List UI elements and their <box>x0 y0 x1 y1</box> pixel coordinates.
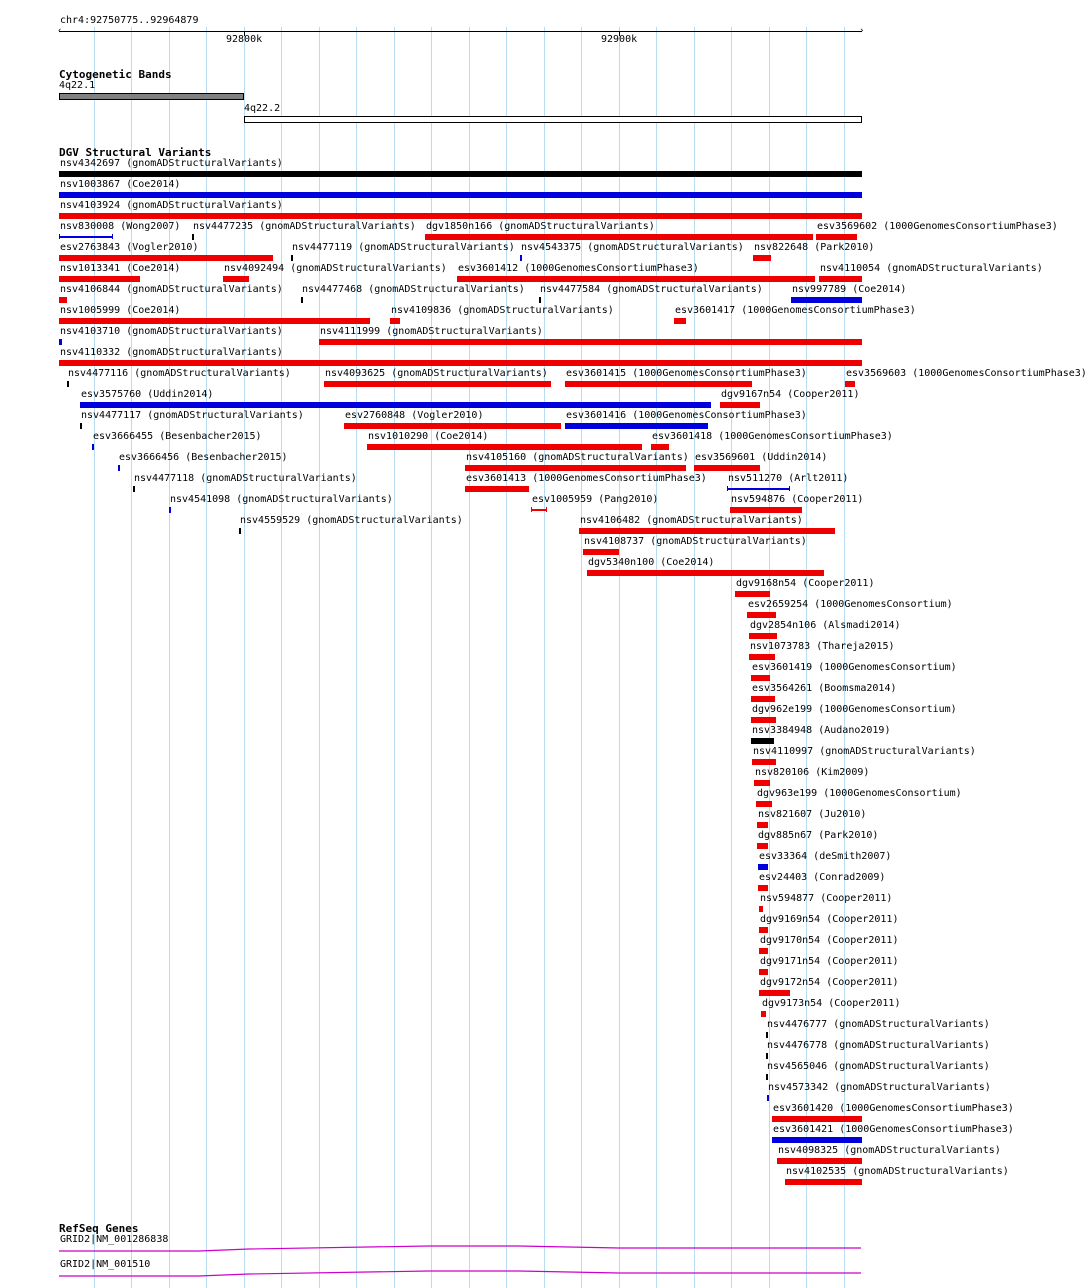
variant-label[interactable]: nsv4108737 (gnomADStructuralVariants) <box>584 536 807 547</box>
variant-label[interactable]: esv2763843 (Vogler2010) <box>60 242 199 253</box>
variant-label[interactable]: nsv4565046 (gnomADStructuralVariants) <box>767 1061 990 1072</box>
variant-label[interactable]: nsv4477117 (gnomADStructuralVariants) <box>81 410 304 421</box>
variant-bar[interactable] <box>757 843 768 849</box>
variant-bar[interactable] <box>785 1179 862 1185</box>
variant-bar[interactable] <box>759 927 768 933</box>
variant-label[interactable]: esv3601413 (1000GenomesConsortiumPhase3) <box>466 473 707 484</box>
variant-bar[interactable] <box>465 486 529 492</box>
variant-bar[interactable] <box>169 507 171 513</box>
variant-label[interactable]: nsv1003867 (Coe2014) <box>60 179 181 190</box>
variant-label[interactable]: nsv4111999 (gnomADStructuralVariants) <box>320 326 543 337</box>
ruler-left-arrow: ‹ <box>57 26 63 36</box>
variant-bar-cap <box>59 234 60 239</box>
variant-label[interactable]: nsv1073783 (Thareja2015) <box>750 641 895 652</box>
variant-bar[interactable] <box>756 801 772 807</box>
gene-intron-line <box>59 1271 861 1276</box>
variant-label[interactable]: nsv4105160 (gnomADStructuralVariants) <box>466 452 689 463</box>
variant-bar[interactable] <box>777 1158 862 1164</box>
ruler-tick-label: 92900k <box>601 34 638 45</box>
variant-bar[interactable] <box>92 444 94 450</box>
variant-bar[interactable] <box>754 780 770 786</box>
gene-intron-line <box>59 1246 861 1251</box>
variant-bar[interactable] <box>759 948 768 954</box>
variant-label[interactable]: esv3601416 (1000GenomesConsortiumPhase3) <box>566 410 807 421</box>
variant-label[interactable]: nsv4103710 (gnomADStructuralVariants) <box>60 326 283 337</box>
variant-label[interactable]: nsv997789 (Coe2014) <box>792 284 907 295</box>
variant-bar[interactable] <box>751 675 770 681</box>
variant-bar[interactable] <box>759 969 768 975</box>
variant-bar[interactable] <box>751 738 774 744</box>
variant-label[interactable]: nsv4477118 (gnomADStructuralVariants) <box>134 473 357 484</box>
variant-bar[interactable] <box>565 423 708 429</box>
variant-label[interactable]: nsv4098325 (gnomADStructuralVariants) <box>778 1145 1001 1156</box>
variant-bar[interactable] <box>59 255 273 261</box>
variant-label[interactable]: dgv962e199 (1000GenomesConsortium) <box>752 704 957 715</box>
variant-bar[interactable] <box>758 864 768 870</box>
variant-bar[interactable] <box>192 234 194 240</box>
variant-bar[interactable] <box>749 633 777 639</box>
variant-label[interactable]: nsv3384948 (Audano2019) <box>752 725 891 736</box>
variant-bar[interactable] <box>766 1053 768 1059</box>
variant-label[interactable]: nsv511270 (Arlt2011) <box>728 473 849 484</box>
variant-bar[interactable] <box>766 1074 768 1080</box>
variant-bar-cap <box>531 507 532 512</box>
gene-model[interactable] <box>59 1245 869 1255</box>
variant-label[interactable]: nsv1010290 (Coe2014) <box>368 431 489 442</box>
variant-bar[interactable] <box>674 318 686 324</box>
variant-label[interactable]: esv24403 (Conrad2009) <box>759 872 886 883</box>
variant-label[interactable]: dgv5340n100 (Coe2014) <box>588 557 715 568</box>
variant-bar[interactable] <box>751 696 775 702</box>
variant-label[interactable]: nsv4476778 (gnomADStructuralVariants) <box>767 1040 990 1051</box>
variant-label[interactable]: esv3601419 (1000GenomesConsortium) <box>752 662 957 673</box>
variant-label[interactable]: nsv4342697 (gnomADStructuralVariants) <box>60 158 283 169</box>
variant-label[interactable]: dgv9169n54 (Cooper2011) <box>760 914 899 925</box>
cytoband-label: 4q22.2 <box>244 103 281 114</box>
variant-bar[interactable] <box>845 381 855 387</box>
variant-label[interactable]: nsv4573342 (gnomADStructuralVariants) <box>768 1082 991 1093</box>
variant-label[interactable]: esv2760848 (Vogler2010) <box>345 410 484 421</box>
variant-bar-cap <box>112 234 113 239</box>
variant-bar[interactable] <box>819 276 862 282</box>
variant-label[interactable]: esv33364 (deSmith2007) <box>759 851 892 862</box>
variant-bar[interactable] <box>766 1032 768 1038</box>
variant-label[interactable]: nsv1005999 (Coe2014) <box>60 305 181 316</box>
variant-bar[interactable] <box>747 612 776 618</box>
variant-bar[interactable] <box>758 885 768 891</box>
cytoband-band[interactable] <box>59 93 244 100</box>
variant-bar[interactable] <box>59 171 862 177</box>
variant-bar[interactable] <box>59 276 140 282</box>
variant-bar[interactable] <box>751 717 776 723</box>
variant-label[interactable]: nsv4093625 (gnomADStructuralVariants) <box>325 368 548 379</box>
gene-label[interactable]: GRID2|NM_001510 <box>60 1259 151 1270</box>
variant-bar[interactable] <box>752 759 776 765</box>
variant-label[interactable]: nsv4110332 (gnomADStructuralVariants) <box>60 347 283 358</box>
variant-bar[interactable] <box>80 402 711 408</box>
variant-label[interactable]: nsv4477116 (gnomADStructuralVariants) <box>68 368 291 379</box>
variant-label[interactable]: esv2659254 (1000GenomesConsortium) <box>748 599 953 610</box>
variant-bar[interactable] <box>583 549 619 555</box>
variant-bar[interactable] <box>301 297 303 303</box>
variant-label[interactable]: esv3601412 (1000GenomesConsortiumPhase3) <box>458 263 699 274</box>
variant-label[interactable]: nsv4103924 (gnomADStructuralVariants) <box>60 200 283 211</box>
variant-bar[interactable] <box>761 1011 766 1017</box>
variant-label[interactable]: nsv822648 (Park2010) <box>754 242 875 253</box>
variant-bar[interactable] <box>465 465 686 471</box>
variant-bar[interactable] <box>367 444 642 450</box>
variant-bar-cap <box>727 486 728 491</box>
variant-bar[interactable] <box>816 234 857 240</box>
variant-label[interactable]: nsv4543375 (gnomADStructuralVariants) <box>521 242 744 253</box>
variant-label[interactable]: nsv4477119 (gnomADStructuralVariants) <box>292 242 515 253</box>
variant-label[interactable]: dgv2854n106 (Alsmadi2014) <box>750 620 901 631</box>
variant-label[interactable]: esv3575760 (Uddin2014) <box>81 389 214 400</box>
variant-label[interactable]: esv3569601 (Uddin2014) <box>695 452 828 463</box>
variant-bar[interactable] <box>587 570 824 576</box>
ruler-axis <box>59 31 862 32</box>
variant-label[interactable]: dgv9172n54 (Cooper2011) <box>760 977 899 988</box>
variant-bar[interactable] <box>319 339 862 345</box>
variant-label[interactable]: esv3601418 (1000GenomesConsortiumPhase3) <box>652 431 893 442</box>
variant-label[interactable]: dgv9171n54 (Cooper2011) <box>760 956 899 967</box>
ruler-right-arrow: › <box>859 26 865 36</box>
variant-bar[interactable] <box>767 1095 769 1101</box>
cytoband-label: 4q22.1 <box>59 80 96 91</box>
variant-bar[interactable] <box>749 654 775 660</box>
variant-bar[interactable] <box>223 276 249 282</box>
variant-bar[interactable] <box>59 213 862 219</box>
variant-label[interactable]: dgv885n67 (Park2010) <box>758 830 879 841</box>
variant-bar[interactable] <box>59 318 370 324</box>
variant-bar[interactable] <box>759 906 763 912</box>
variant-label[interactable]: nsv830008 (Wong2007) <box>60 221 181 232</box>
variant-bar[interactable] <box>735 591 770 597</box>
variant-bar[interactable] <box>67 381 69 387</box>
variant-label[interactable]: nsv4092494 (gnomADStructuralVariants) <box>224 263 447 274</box>
variant-bar[interactable] <box>539 297 541 303</box>
variant-label[interactable]: nsv1013341 (Coe2014) <box>60 263 181 274</box>
variant-label[interactable]: nsv4106482 (gnomADStructuralVariants) <box>580 515 803 526</box>
variant-bar[interactable] <box>80 423 82 429</box>
variant-label[interactable]: esv3666456 (Besenbacher2015) <box>119 452 288 463</box>
variant-label[interactable]: nsv4477468 (gnomADStructuralVariants) <box>302 284 525 295</box>
gene-model[interactable] <box>59 1270 869 1280</box>
variant-bar[interactable] <box>425 234 813 240</box>
variant-bar[interactable] <box>651 444 669 450</box>
variant-bar[interactable] <box>727 488 790 490</box>
variant-label[interactable]: esv3601415 (1000GenomesConsortiumPhase3) <box>566 368 807 379</box>
variant-label[interactable]: nsv4102535 (gnomADStructuralVariants) <box>786 1166 1009 1177</box>
variant-bar[interactable] <box>118 465 120 471</box>
variant-bar[interactable] <box>59 297 67 303</box>
ruler-tick-label: 92800k <box>226 34 263 45</box>
variant-label[interactable]: esv3564261 (Boomsma2014) <box>752 683 897 694</box>
variant-bar[interactable] <box>531 509 547 511</box>
variant-bar[interactable] <box>59 339 62 345</box>
variant-bar[interactable] <box>579 528 835 534</box>
variant-label[interactable]: nsv4477235 (gnomADStructuralVariants) <box>193 221 416 232</box>
variant-label[interactable]: esv3601421 (1000GenomesConsortiumPhase3) <box>773 1124 1014 1135</box>
variant-bar[interactable] <box>291 255 293 261</box>
variant-bar[interactable] <box>457 276 815 282</box>
variant-label[interactable]: nsv4541098 (gnomADStructuralVariants) <box>170 494 393 505</box>
variant-label[interactable]: esv1005959 (Pang2010) <box>532 494 659 505</box>
variant-label[interactable]: dgv9168n54 (Cooper2011) <box>736 578 875 589</box>
variant-label[interactable]: nsv4106844 (gnomADStructuralVariants) <box>60 284 283 295</box>
variant-bar[interactable] <box>520 255 522 261</box>
variant-label[interactable]: nsv4559529 (gnomADStructuralVariants) <box>240 515 463 526</box>
variant-label[interactable]: nsv820106 (Kim2009) <box>755 767 870 778</box>
variant-bar[interactable] <box>730 507 802 513</box>
variant-bar[interactable] <box>344 423 561 429</box>
variant-label[interactable]: nsv4110054 (gnomADStructuralVariants) <box>820 263 1043 274</box>
variant-bar[interactable] <box>759 990 790 996</box>
variant-bar[interactable] <box>757 822 768 828</box>
variant-bar[interactable] <box>565 381 752 387</box>
cytoband-band[interactable] <box>244 116 862 123</box>
variant-bar[interactable] <box>239 528 241 534</box>
variant-bar[interactable] <box>59 360 862 366</box>
variant-label[interactable]: esv3569602 (1000GenomesConsortiumPhase3) <box>817 221 1058 232</box>
variant-label[interactable]: nsv4476777 (gnomADStructuralVariants) <box>767 1019 990 1030</box>
variant-label[interactable]: dgv9173n54 (Cooper2011) <box>762 998 901 1009</box>
variant-bar[interactable] <box>324 381 551 387</box>
variant-label[interactable]: esv3569603 (1000GenomesConsortiumPhase3) <box>846 368 1087 379</box>
gene-label[interactable]: GRID2|NM_001286838 <box>60 1234 169 1245</box>
variant-bar[interactable] <box>694 465 760 471</box>
variant-label[interactable]: nsv594876 (Cooper2011) <box>731 494 864 505</box>
variant-label[interactable]: esv3601417 (1000GenomesConsortiumPhase3) <box>675 305 916 316</box>
variant-bar[interactable] <box>390 318 400 324</box>
variant-label[interactable]: dgv963e199 (1000GenomesConsortium) <box>757 788 962 799</box>
variant-label[interactable]: nsv4477584 (gnomADStructuralVariants) <box>540 284 763 295</box>
variant-bar[interactable] <box>59 236 113 238</box>
dgv-track-title: DGV Structural Variants <box>59 146 212 159</box>
variant-bar[interactable] <box>772 1116 862 1122</box>
variant-label[interactable]: dgv9167n54 (Cooper2011) <box>721 389 860 400</box>
variant-label[interactable]: esv3666455 (Besenbacher2015) <box>93 431 262 442</box>
variant-bar[interactable] <box>791 297 862 303</box>
cytoband-track-title: Cytogenetic Bands <box>59 68 172 81</box>
variant-bar[interactable] <box>59 192 862 198</box>
variant-bar-cap <box>546 507 547 512</box>
variant-bar[interactable] <box>772 1137 862 1143</box>
variant-label[interactable]: dgv1850n166 (gnomADStructuralVariants) <box>426 221 655 232</box>
variant-bar[interactable] <box>720 402 760 408</box>
variant-label[interactable]: dgv9170n54 (Cooper2011) <box>760 935 899 946</box>
region-label: chr4:92750775..92964879 <box>60 15 199 26</box>
variant-label[interactable]: nsv594877 (Cooper2011) <box>760 893 893 904</box>
variant-label[interactable]: esv3601420 (1000GenomesConsortiumPhase3) <box>773 1103 1014 1114</box>
variant-bar[interactable] <box>133 486 135 492</box>
variant-bar[interactable] <box>753 255 771 261</box>
variant-label[interactable]: nsv821607 (Ju2010) <box>758 809 867 820</box>
variant-label[interactable]: nsv4109836 (gnomADStructuralVariants) <box>391 305 614 316</box>
variant-bar-cap <box>789 486 790 491</box>
refseq-track-title: RefSeq Genes <box>59 1222 139 1235</box>
variant-label[interactable]: nsv4110997 (gnomADStructuralVariants) <box>753 746 976 757</box>
